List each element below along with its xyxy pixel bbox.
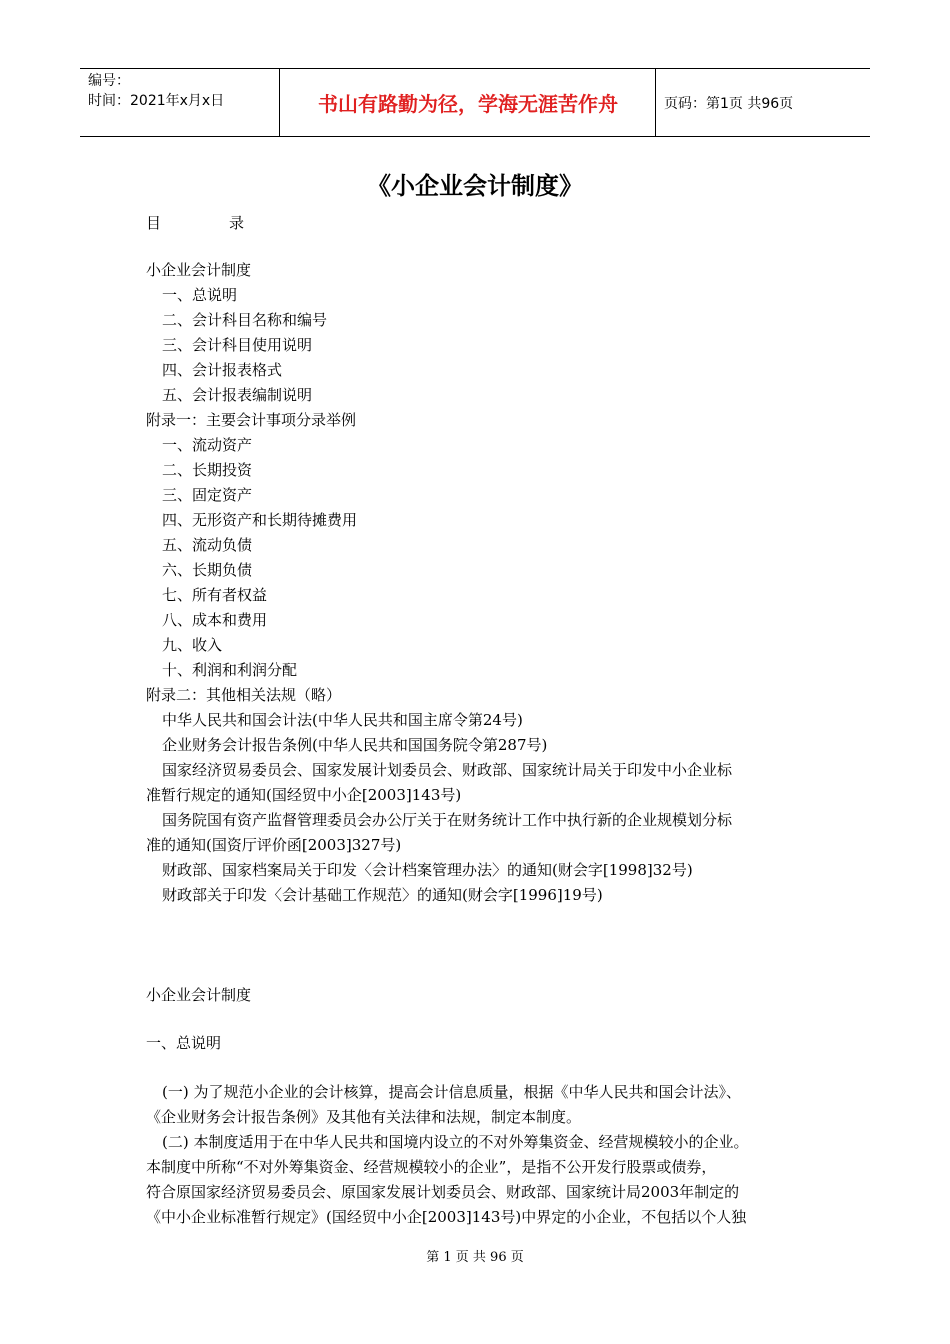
toc-heading-char: 录 xyxy=(229,214,245,232)
page-header xyxy=(80,68,870,137)
toc-item: 四、无形资产和长期待摊费用 xyxy=(162,511,358,529)
toc-item: 六、长期负债 xyxy=(162,561,253,579)
toc-item: 四、会计报表格式 xyxy=(162,361,283,379)
toc-heading-char: 目 xyxy=(146,214,162,232)
time-label: 时间：2021年x月x日 xyxy=(88,93,225,109)
body-line: 本制度中所称“不对外筹集资金、经营规模较小的企业”，是指不公开发行股票或债券， xyxy=(146,1158,717,1176)
number-label: 编号： xyxy=(88,73,130,89)
toc-item: 八、成本和费用 xyxy=(162,611,268,629)
toc-item: 二、会计科目名称和编号 xyxy=(162,311,328,329)
toc-item: 九、收入 xyxy=(162,636,223,654)
header-page-info: 页码：第1页 共96页 xyxy=(664,95,794,112)
toc-item: 三、会计科目使用说明 xyxy=(162,336,313,354)
header-meta xyxy=(80,69,280,136)
toc-item: 二、长期投资 xyxy=(162,461,253,479)
toc-heading xyxy=(146,212,244,233)
header-motto: 书山有路勤为径，学海无涯苦作舟 xyxy=(281,69,656,136)
toc-item: 企业财务会计报告条例(中华人民共和国国务院令第287号) xyxy=(162,736,548,754)
toc-item: 小企业会计制度 xyxy=(146,261,252,279)
toc-item: 国务院国有资产监督管理委员会办公厅关于在财务统计工作中执行新的企业规模划分标 xyxy=(162,811,733,829)
toc-item: 一、总说明 xyxy=(162,286,238,304)
toc-item: 财政部关于印发〈会计基础工作规范〉的通知(财会字[1996]19号) xyxy=(162,886,603,904)
toc-item: 五、会计报表编制说明 xyxy=(162,386,313,404)
toc-item: 中华人民共和国会计法(中华人民共和国主席令第24号) xyxy=(162,711,523,729)
section-title: 小企业会计制度 xyxy=(146,986,252,1004)
toc-item: 国家经济贸易委员会、国家发展计划委员会、财政部、国家统计局关于印发中小企业标 xyxy=(162,761,733,779)
body-line: (二) 本制度适用于在中华人民共和国境内设立的不对外筹集资金、经营规模较小的企业。 xyxy=(162,1133,749,1151)
page-footer: 第 1 页 共 96 页 xyxy=(426,1250,524,1265)
toc-item: 准的通知(国资厅评价函[2003]327号) xyxy=(146,836,402,854)
toc-item: 七、所有者权益 xyxy=(162,586,268,604)
body-line: (一) 为了规范小企业的会计核算，提高会计信息质量，根据《中华人民共和国会计法》、 xyxy=(162,1083,741,1101)
body-line: 《企业财务会计报告条例》及其他有关法律和法规，制定本制度。 xyxy=(146,1108,582,1126)
toc-item: 一、流动资产 xyxy=(162,436,253,454)
body-line: 符合原国家经济贸易委员会、原国家发展计划委员会、财政部、国家统计局2003年制定的 xyxy=(146,1183,740,1201)
toc-item: 准暂行规定的通知(国经贸中小企[2003]143号) xyxy=(146,786,462,804)
table-of-contents xyxy=(146,258,810,908)
subsection-title: 一、总说明 xyxy=(146,1034,222,1052)
toc-item: 三、固定资产 xyxy=(162,486,253,504)
toc-item: 附录一：主要会计事项分录举例 xyxy=(146,411,357,429)
toc-item: 财政部、国家档案局关于印发〈会计档案管理办法〉的通知(财会字[1998]32号) xyxy=(162,861,693,879)
body-text xyxy=(146,1080,810,1230)
body-line: 《中小企业标准暂行规定》(国经贸中小企[2003]143号)中界定的小企业，不包括以个人独 xyxy=(146,1208,747,1226)
toc-item: 附录二：其他相关法规（略） xyxy=(146,686,342,704)
toc-item: 五、流动负债 xyxy=(162,536,253,554)
toc-item: 十、利润和利润分配 xyxy=(162,661,298,679)
document-title: 《小企业会计制度》 xyxy=(367,172,583,200)
